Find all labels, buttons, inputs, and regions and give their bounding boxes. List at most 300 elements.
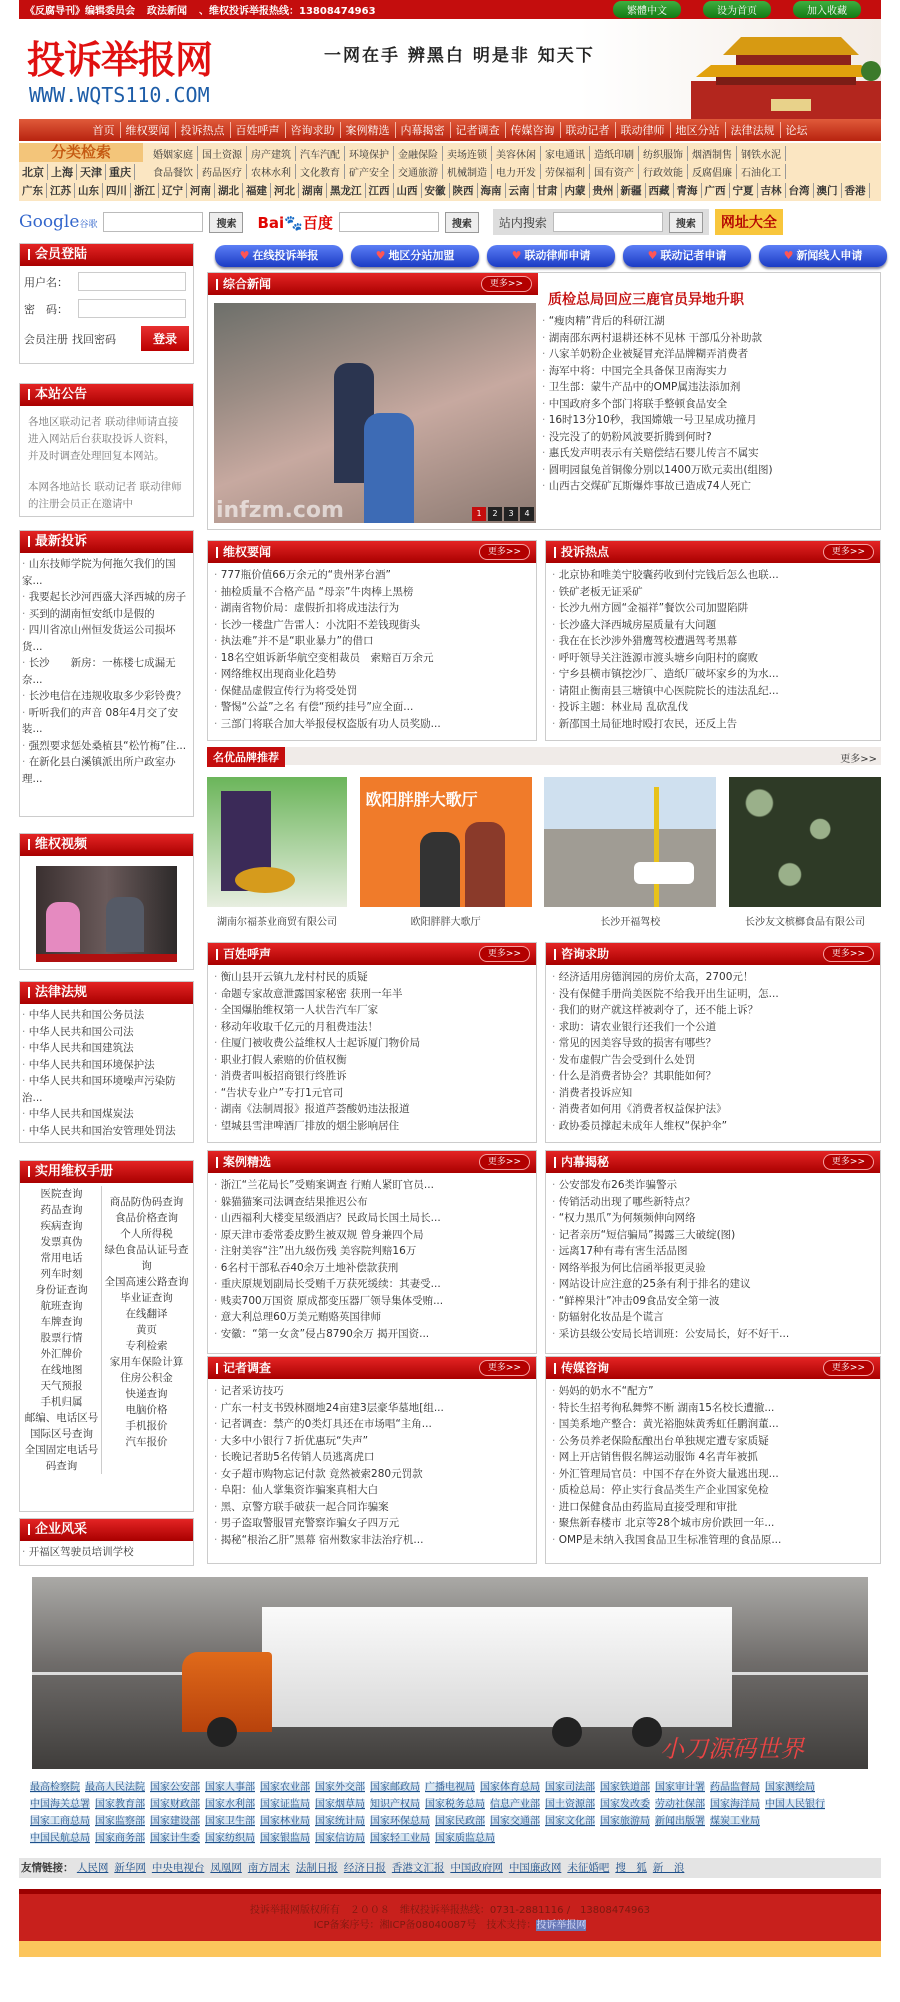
cases-item[interactable]: · 重庆原规划副局长受贿千万获死缓续：其妻受... [214,1276,530,1293]
gov-link[interactable]: 国家测绘局 [765,1782,815,1793]
latest-complaint-item[interactable]: · 四川省凉山州恒发货运公司损坏货... [22,622,191,655]
more-button[interactable]: 更多>> [479,946,530,962]
login-button[interactable]: 登录 [141,326,189,351]
brand-name[interactable]: 长沙开福驾校 [600,917,661,926]
insider-item[interactable]: · 公安部发布26类诈骗警示 [552,1177,874,1194]
handbook-link[interactable]: 电脑价格 [125,1404,168,1416]
nav-item[interactable]: 投诉热点 [176,122,231,138]
gov-link[interactable]: 国家人事部 [205,1782,255,1793]
gov-link[interactable]: 中国人民银行 [765,1799,825,1810]
nav-item[interactable]: 联动律师 [616,122,671,138]
cases-item[interactable]: · 6名村干部私吞40余万土地补偿款获刑 [214,1260,530,1277]
magazine-link[interactable]: 《反腐导刊》编辑委员会 [25,6,135,17]
brands-more-link[interactable]: 更多>> [840,754,877,765]
handbook-link[interactable]: 全国固定电话号码查询 [24,1444,99,1472]
latest-complaint-item[interactable]: · 山东技师学院为何拖欠我们的国家... [22,556,191,589]
handbook-link[interactable]: 汽车报价 [125,1436,168,1448]
media-item[interactable]: · 网上开店销售假名牌运动服饰 4名青年被抓 [552,1449,874,1466]
friend-link[interactable]: 未征婚吧 [567,1862,610,1874]
insider-item[interactable]: · 网络举报为何比信函举报更灵验 [552,1260,874,1277]
nav-item[interactable]: 地区分站 [671,122,726,138]
gov-link[interactable]: 中国民航总局 [30,1833,90,1844]
general-news-item[interactable]: · 湖南邵东两村退耕还林不见林 干部瓜分补助款 [542,330,876,347]
gov-link[interactable]: 国家教育部 [95,1799,145,1810]
category-link[interactable]: 劳保福利 [541,164,590,179]
latest-complaint-item[interactable]: · 长沙 新房：一栋楼七成漏无奈... [22,655,191,688]
province-link[interactable]: 四川 [103,183,131,198]
media-item[interactable]: · 聚焦新春楼市 北京等28个城市房价跌回一年... [552,1515,874,1532]
cases-item[interactable]: · 意大利总理60万美元贿赂英国律师 [214,1309,530,1326]
brand-name[interactable]: 长沙友文槟榔食品有限公司 [744,917,865,926]
gov-link[interactable]: 中国海关总署 [30,1799,90,1810]
nav-item[interactable]: 百姓呼声 [231,122,286,138]
friend-link[interactable]: 经济日报 [343,1862,386,1874]
handbook-link[interactable]: 绿色食品认证号查询 [104,1244,189,1272]
latest-complaint-item[interactable]: · 强烈要求惩处桑植县“松竹梅”住... [22,738,191,755]
baidu-search-button[interactable]: 搜索 [445,212,479,233]
province-link[interactable]: 甘肃 [534,183,562,198]
slide-page-1[interactable]: 1 [472,507,486,521]
general-news-item[interactable]: · 八家羊奶粉企业被疑冒充洋品牌糊弄消费者 [542,346,876,363]
handbook-link[interactable]: 身份证查询 [35,1284,88,1296]
province-link[interactable]: 广东 [19,183,47,198]
rights-news-item[interactable]: · 长沙一楼盘广告雷人：小沈阳不差钱现街头 [214,617,530,634]
slide-page-4[interactable]: 4 [520,507,534,521]
province-link[interactable]: 辽宁 [159,183,187,198]
nav-item[interactable]: 首页 [88,122,121,138]
friend-link[interactable]: 搜 狐 [615,1862,647,1874]
action-button[interactable] [351,245,479,267]
complaint-hot-item[interactable]: · 我在在长沙涉外猎鹰驾校遭遇驾考黑幕 [552,633,874,650]
category-link[interactable]: 文化教育 [296,164,345,179]
latest-complaint-item[interactable]: · 我要起长沙河西盛大泽西城的房子 [22,589,191,606]
more-button[interactable]: 更多>> [479,1154,530,1170]
category-link[interactable]: 纺织服饰 [639,146,688,161]
province-link[interactable]: 山西 [394,183,422,198]
friend-link[interactable]: 香港文汇报 [391,1862,445,1874]
gov-link[interactable]: 知识产权局 [370,1799,420,1810]
gov-link[interactable]: 广播电视局 [425,1782,475,1793]
category-link[interactable]: 造纸印刷 [590,146,639,161]
gov-link[interactable]: 国土资源部 [545,1799,595,1810]
complaint-hot-item[interactable]: · 长沙盛大泽西城房屋质量有大问题 [552,617,874,634]
complaint-hot-item[interactable]: · 呼吁领导关注涟源市渡头塘乡向阳村的腐败 [552,650,874,667]
public-voice-item[interactable]: · 望城县雪津啤酒厂排放的烟尘影响居住 [214,1118,530,1135]
gov-link[interactable]: 药品监督局 [710,1782,760,1793]
rights-news-item[interactable]: · 执法难”并不是“职业暴力”的借口 [214,633,530,650]
cases-item[interactable]: · 安徽：“第一女贪”侵占8790余万 揭开国资... [214,1326,530,1343]
gov-link[interactable]: 国家发改委 [600,1799,650,1810]
gov-link[interactable]: 国家旅游局 [600,1816,650,1827]
more-button[interactable]: 更多>> [823,1154,874,1170]
google-search-input[interactable] [103,212,203,232]
reporter-item[interactable]: · 广东一村支书毁林圈地24亩建3层豪华墓地[组... [214,1400,530,1417]
more-button[interactable]: 更多>> [823,946,874,962]
public-voice-item[interactable]: · 消费者叫板招商银行终胜诉 [214,1068,530,1085]
province-link[interactable]: 贵州 [590,183,618,198]
recover-password-link[interactable]: 找回密码 [72,332,116,346]
general-news-item[interactable]: · 16时13分10秒，我国嫦娥一号卫星成功撞月 [542,412,876,429]
rights-news-item[interactable]: · 三部门将联合加大举报侵权盗版有功人员奖励... [214,716,530,733]
province-link[interactable]: 吉林 [758,183,786,198]
gov-link[interactable]: 国家外交部 [315,1782,365,1793]
province-link[interactable]: 台湾 [786,183,814,198]
handbook-link[interactable]: 天气预报 [40,1380,83,1392]
friend-link[interactable]: 南方周末 [247,1862,290,1874]
province-link[interactable]: 云南 [506,183,534,198]
nav-item[interactable]: 内幕揭密 [396,122,451,138]
general-news-item[interactable]: · 圆明园鼠兔首铜像分别以1400万欧元卖出(组图) [542,462,876,479]
category-link[interactable]: 烟酒制售 [688,146,737,161]
set-homepage-button[interactable]: 设为首页 [703,1,771,18]
handbook-link[interactable]: 食品价格查询 [115,1212,178,1224]
rights-news-item[interactable]: · 警惕“公益”之名 有偿“预约挂号”应全面... [214,699,530,716]
insider-item[interactable]: · 传销活动出现了哪些新特点？ [552,1194,874,1211]
nav-item[interactable]: 法律法规 [726,122,781,138]
law-item[interactable]: · 中华人民共和国建筑法 [22,1040,191,1057]
general-news-item[interactable]: · 没完没了的奶粉风波要折腾到何时? [542,429,876,446]
brand-name[interactable]: 湖南尔福茶业商贸有限公司 [217,917,337,926]
rights-news-item[interactable]: · 网络维权出现商业化趋势 [214,666,530,683]
category-link[interactable]: 婚姻家庭 [149,146,198,161]
news-slideshow[interactable] [214,303,536,523]
province-link[interactable]: 山东 [75,183,103,198]
handbook-link[interactable]: 列车时刻 [40,1268,83,1280]
latest-complaint-item[interactable]: · 买到的湖南恒安纸巾是假的 [22,606,191,623]
reporter-item[interactable]: · 大多中小银行７折优惠玩“失声” [214,1433,530,1450]
province-link[interactable]: 海南 [478,183,506,198]
handbook-link[interactable]: 全国高速公路查询 [104,1276,189,1288]
media-item[interactable]: · 国美系地产整合：黄光裕胞妹黄秀虹任鹏润董... [552,1416,874,1433]
rights-news-item[interactable]: · 777瓶价值66万余元的“贵州茅台酒” [214,567,530,584]
category-link[interactable]: 美容休闲 [492,146,541,161]
reporter-item[interactable]: · 揭秘“根治乙肝”黑幕 宿州数家非法治疗机... [214,1532,530,1549]
handbook-link[interactable]: 毕业证查询 [120,1292,173,1304]
friend-link[interactable]: 中央电视台 [151,1862,205,1874]
rights-news-item[interactable]: · 18名空姐诉新华航空变相裁员 索赔百万余元 [214,650,530,667]
consult-item[interactable]: · 没有保健手册尚美医院不给我开出生证明，怎... [552,986,874,1003]
handbook-link[interactable]: 常用电话 [40,1252,83,1264]
handbook-link[interactable]: 在线地图 [40,1364,83,1376]
handbook-link[interactable]: 疾病查询 [40,1220,83,1232]
handbook-link[interactable]: 药品查询 [40,1204,83,1216]
action-button[interactable] [215,245,343,267]
city-link[interactable]: 重庆 [106,164,135,180]
gov-link[interactable]: 国家邮政局 [370,1782,420,1793]
complaint-hot-item[interactable]: · 长沙九州方圆“金福祥”餐饮公司加盟陷阱 [552,600,874,617]
slide-page-2[interactable]: 2 [488,507,502,521]
reporter-item[interactable]: · 阜阳：仙人掌集资诈骗案真相大白 [214,1482,530,1499]
brand-image-driving-school[interactable] [544,777,716,907]
handbook-link[interactable]: 家用车保险计算 [109,1356,184,1368]
cases-item[interactable]: · 躲猫猫案司法调查结果推迟公布 [214,1194,530,1211]
law-item[interactable]: · 中华人民共和国环境保护法 [22,1057,191,1074]
province-link[interactable]: 湖北 [215,183,243,198]
gov-link[interactable]: 国家证监局 [260,1799,310,1810]
law-item[interactable]: · 中华人民共和国环境噪声污染防治... [22,1073,191,1106]
gov-link[interactable]: 国家建设部 [150,1816,200,1827]
complaint-hot-item[interactable]: · 宁乡县横市镇挖沙厂、造纸厂破坏家乡的为水... [552,666,874,683]
handbook-link[interactable]: 航班查询 [40,1300,83,1312]
consult-item[interactable]: · 我们的财产就这样被剥夺了，还不能上诉？ [552,1002,874,1019]
category-link[interactable]: 药品医疗 [198,164,247,179]
web-directory-button[interactable]: 网址大全 [715,209,783,235]
cases-item[interactable]: · 注射美容“注”出九级伤残 美容院判赔16万 [214,1243,530,1260]
reporter-item[interactable]: · 女子超市购物忘记付款 竟然被索280元罚款 [214,1466,530,1483]
gov-link[interactable]: 国家文化部 [545,1816,595,1827]
province-link[interactable]: 香港 [842,183,870,198]
category-link[interactable]: 矿产安全 [345,164,394,179]
category-link[interactable]: 汽车汽配 [296,146,345,161]
nav-item[interactable]: 咨询求助 [286,122,341,138]
category-link[interactable]: 国有资产 [590,164,639,179]
baidu-search-input[interactable] [339,212,439,232]
headline[interactable]: 质检总局回应三鹿官员异地升职 [548,292,744,308]
province-link[interactable]: 陕西 [450,183,478,198]
action-button[interactable] [759,245,887,267]
handbook-link[interactable]: 股票行情 [40,1332,83,1344]
general-news-item[interactable]: · 海军中将：中国完全具备保卫南海实力 [542,363,876,380]
consult-item[interactable]: · 消费者投诉应知 [552,1085,874,1102]
nav-item[interactable]: 联动记者 [561,122,616,138]
cases-item[interactable]: · 山西福利大楼变星级酒店？民政局长国土局长... [214,1210,530,1227]
media-item[interactable]: · 特长生招考徇私舞弊不断 湖南15名校长遭撤... [552,1400,874,1417]
handbook-link[interactable]: 专利检索 [125,1340,168,1352]
gov-link[interactable]: 国家体育总局 [480,1782,540,1793]
media-item[interactable]: · 质检总局：停止实行食品类生产企业国家免检 [552,1482,874,1499]
media-item[interactable]: · 妈妈的奶水不“配方” [552,1383,874,1400]
handbook-link[interactable]: 发票真伪 [40,1236,83,1248]
handbook-link[interactable]: 快递查询 [125,1388,168,1400]
province-link[interactable]: 浙江 [131,183,159,198]
gov-link[interactable]: 国家司法部 [545,1782,595,1793]
gov-link[interactable]: 最高人民法院 [85,1782,145,1793]
more-button[interactable]: 更多>> [479,544,530,560]
friend-link[interactable]: 人民网 [76,1862,109,1874]
complaint-hot-item[interactable]: · 北京协和唯美宁胶囊药收到付完钱后怎么也联... [552,567,874,584]
province-link[interactable]: 河北 [271,183,299,198]
nav-item[interactable]: 维权要闻 [121,122,176,138]
cases-item[interactable]: · 原天津市委常委皮黔生被双规 曾身兼四个局 [214,1227,530,1244]
category-link[interactable]: 农林水利 [247,164,296,179]
brand-image-ktv[interactable] [360,777,532,907]
site-logo[interactable]: 投诉举报网 [27,37,213,82]
province-link[interactable]: 西藏 [646,183,674,198]
gov-link[interactable]: 国家计生委 [150,1833,200,1844]
site-search-input[interactable] [553,212,663,232]
public-voice-item[interactable]: · 住厦门被收费公益维权人士起诉厦门物价局 [214,1035,530,1052]
category-link[interactable]: 国土资源 [198,146,247,161]
handbook-link[interactable]: 商品防伪码查询 [109,1196,184,1208]
public-voice-item[interactable]: · “告状专业户”专打1元官司 [214,1085,530,1102]
gov-link[interactable]: 最高检察院 [30,1782,80,1793]
insider-item[interactable]: · 记者亲历“短信骗局”揭露三大破绽(图) [552,1227,874,1244]
nav-item[interactable]: 案例精选 [341,122,396,138]
handbook-link[interactable]: 黄页 [136,1324,157,1336]
latest-complaint-item[interactable]: · 听听我们的声音 08年4月交了安装... [22,705,191,738]
reporter-item[interactable]: · 男子盗取警服冒充警察诈骗女子四万元 [214,1515,530,1532]
gov-link[interactable]: 信息产业部 [490,1799,540,1810]
handbook-link[interactable]: 在线翻译 [125,1308,168,1320]
friend-link[interactable]: 法制日报 [295,1862,338,1874]
handbook-link[interactable]: 国际区号查询 [30,1428,93,1440]
reporter-item[interactable]: · 记者调查：禁产的0类灯具还在市场唱“主角... [214,1416,530,1433]
handbook-link[interactable]: 邮编、电话区号 [24,1412,99,1424]
consult-item[interactable]: · 求助：请农业银行还我们一个公道 [552,1019,874,1036]
insider-item[interactable]: · 远离17种有毒有害生活品图 [552,1243,874,1260]
video-thumbnail[interactable] [36,866,177,962]
public-voice-item[interactable]: · 衡山县开云镇九龙村村民的质疑 [214,969,530,986]
friend-link[interactable]: 凤凰网 [210,1862,242,1874]
complaint-hot-item[interactable]: · 请阻止衡南县三塘镇中心医院院长的违法乱纪... [552,683,874,700]
gov-link[interactable]: 国家林业局 [260,1816,310,1827]
action-button[interactable] [623,245,751,267]
category-link[interactable]: 反腐倡廉 [688,164,737,179]
friend-link[interactable]: 新华网 [114,1862,146,1874]
handbook-link[interactable]: 住房公积金 [120,1372,173,1384]
legal-news-link[interactable]: 政法新闻 [147,6,187,17]
gov-link[interactable]: 国家质监总局 [435,1833,495,1844]
city-link[interactable]: 北京 [19,164,48,180]
complaint-hot-item[interactable]: · 投诉主题：林业局 乱砍乱伐 [552,699,874,716]
province-link[interactable]: 福建 [243,183,271,198]
gov-link[interactable]: 国家公安部 [150,1782,200,1793]
media-item[interactable]: · 公务员养老保险酝酿出台单独规定遭专家质疑 [552,1433,874,1450]
public-voice-item[interactable]: · 移动年收取千亿元的月租费违法！ [214,1019,530,1036]
category-link[interactable]: 食品餐饮 [149,164,198,179]
gov-link[interactable]: 国家海洋局 [710,1799,760,1810]
rights-news-item[interactable]: · 湖南省物价局：虚假折扣将成违法行为 [214,600,530,617]
action-button[interactable] [487,245,615,267]
consult-item[interactable]: · 消费者如何用《消费者权益保护法》 [552,1101,874,1118]
province-link[interactable]: 河南 [187,183,215,198]
gov-link[interactable]: 国家监察部 [95,1816,145,1827]
gov-link[interactable]: 国家审计署 [655,1782,705,1793]
media-item[interactable]: · OMP是未纳入我国食品卫生标准管理的食品原... [552,1532,874,1549]
nav-item[interactable]: 传媒咨询 [506,122,561,138]
gov-link[interactable]: 劳动社保部 [655,1799,705,1810]
province-link[interactable]: 江苏 [47,183,75,198]
category-link[interactable]: 电力开发 [492,164,541,179]
nav-item[interactable]: 论坛 [785,124,808,137]
province-link[interactable]: 新疆 [618,183,646,198]
gov-link[interactable]: 国家纺织局 [205,1833,255,1844]
password-input[interactable] [78,299,186,318]
handbook-link[interactable]: 手机报价 [125,1420,168,1432]
friend-link[interactable]: 新 浪 [652,1862,685,1874]
province-link[interactable]: 江西 [366,183,394,198]
category-link[interactable]: 环境保护 [345,146,394,161]
category-link[interactable]: 金融保险 [394,146,443,161]
law-item[interactable]: · 中华人民共和国公司法 [22,1024,191,1041]
handbook-link[interactable]: 外汇牌价 [40,1348,83,1360]
category-link[interactable]: 房产建筑 [247,146,296,161]
consult-item[interactable]: · 什么是消费者协会？其职能如何？ [552,1068,874,1085]
gov-link[interactable]: 新闻出版署 [655,1816,705,1827]
consult-item[interactable]: · 经济适用房德润园的房价太高，2700元！ [552,969,874,986]
gov-link[interactable]: 国家环保总局 [370,1816,430,1827]
gov-link[interactable]: 国家农业部 [260,1782,310,1793]
handbook-link[interactable]: 车牌查询 [40,1316,83,1328]
brand-image-betel-nut[interactable] [729,777,881,907]
general-news-item[interactable]: · 惠氏发声明表示有关赔偿结石婴儿传言不属实 [542,445,876,462]
friend-link[interactable]: 中国廉政网 [508,1862,562,1874]
username-input[interactable] [78,272,186,291]
public-voice-item[interactable]: · 职业打假人索赔的价值权衡 [214,1052,530,1069]
insider-item[interactable]: · “权力黑爪”为何频频伸向网络 [552,1210,874,1227]
cases-item[interactable]: · 贱卖700万国资 原成都变压器厂领导集体受贿... [214,1293,530,1310]
enterprise-item[interactable]: · 开福区驾驶员培训学校 [22,1544,191,1561]
complaint-hot-item[interactable]: · 铁矿老板无证采矿 [552,584,874,601]
insider-item[interactable]: · 采访县级公安局长培训班：公安局长，好不好干... [552,1326,874,1343]
gov-link[interactable]: 国家烟草局 [315,1799,365,1810]
more-button[interactable]: 更多>> [481,276,532,292]
site-search-button[interactable]: 搜索 [669,212,703,233]
category-link[interactable]: 卖场连锁 [443,146,492,161]
consult-item[interactable]: · 常见的因美容导致的损害有哪些？ [552,1035,874,1052]
province-link[interactable]: 内蒙 [562,183,590,198]
general-news-item[interactable]: · “瘦肉精”背后的科研江湖 [542,313,876,330]
category-link[interactable]: 钢铁水泥 [737,146,786,161]
handbook-link[interactable]: 个人所得税 [120,1228,173,1240]
insider-item[interactable]: · “鲜榨果汁”冲击09食品安全第一波 [552,1293,874,1310]
gov-link[interactable]: 国家银监局 [260,1833,310,1844]
province-link[interactable]: 广西 [702,183,730,198]
province-link[interactable]: 宁夏 [730,183,758,198]
tech-support-link[interactable]: 投诉举报网 [536,1920,587,1931]
public-voice-item[interactable]: · 命题专家故意泄露国家秘密 获刑一年半 [214,986,530,1003]
category-link[interactable]: 机械制造 [443,164,492,179]
public-voice-item[interactable]: · 湖南《法制周报》报道芦荟酸奶违法报道 [214,1101,530,1118]
province-link[interactable]: 安徽 [422,183,450,198]
reporter-item[interactable]: · 记者采访技巧 [214,1383,530,1400]
law-item[interactable]: · 中华人民共和国煤炭法 [22,1106,191,1123]
province-link[interactable]: 青海 [674,183,702,198]
reporter-item[interactable]: · 黑、京警方联手破获一起合同诈骗案 [214,1499,530,1516]
gov-link[interactable]: 国家轻工业局 [370,1833,430,1844]
gov-link[interactable]: 煤炭工业局 [710,1816,760,1827]
consult-item[interactable]: · 发布虚假广告会受到什么处罚 [552,1052,874,1069]
gov-link[interactable]: 国家财政部 [150,1799,200,1810]
gov-link[interactable]: 国家信访局 [315,1833,365,1844]
nav-item[interactable]: 记者调查 [451,122,506,138]
friend-link[interactable]: 中国政府网 [450,1862,503,1874]
complaint-hot-item[interactable]: · 新邵国土局征地时殴打农民，还反上告 [552,716,874,733]
google-search-button[interactable]: 搜索 [209,212,243,233]
brand-image-tea[interactable] [207,777,347,907]
city-link[interactable]: 天津 [77,164,106,180]
traditional-chinese-button[interactable]: 繁體中文 [613,1,681,18]
general-news-item[interactable]: · 山西古交煤矿瓦斯爆炸事故已造成74人死亡 [542,478,876,495]
law-item[interactable]: · 中华人民共和国治安管理处罚法 [22,1123,191,1140]
gov-link[interactable]: 国家民政部 [435,1816,485,1827]
general-news-item[interactable]: · 卫生部：蒙牛产品中的OMP属违法添加剂 [542,379,876,396]
gov-link[interactable]: 国家水利部 [205,1799,255,1810]
add-favorite-button[interactable]: 加入收藏 [793,1,861,18]
category-link[interactable]: 家电通讯 [541,146,590,161]
register-link[interactable]: 会员注册 [24,332,68,346]
city-link[interactable]: 上海 [48,164,77,180]
latest-complaint-item[interactable]: · 在新化县白溪镇派出所户政室办理... [22,754,191,787]
gov-link[interactable]: 国家商务部 [95,1833,145,1844]
insider-item[interactable]: · 网站设计应注意的25条有利于排名的建议 [552,1276,874,1293]
consult-item[interactable]: · 政协委员撑起未成年人维权“保护伞” [552,1118,874,1135]
gov-link[interactable]: 国家卫生部 [205,1816,255,1827]
cases-item[interactable]: · 浙江“兰花局长”受贿案调查 行贿人紧盯官员... [214,1177,530,1194]
more-button[interactable]: 更多>> [479,1360,530,1376]
media-item[interactable]: · 进口保健食品由药监局直接受理和审批 [552,1499,874,1516]
province-link[interactable]: 黑龙江 [327,183,366,198]
